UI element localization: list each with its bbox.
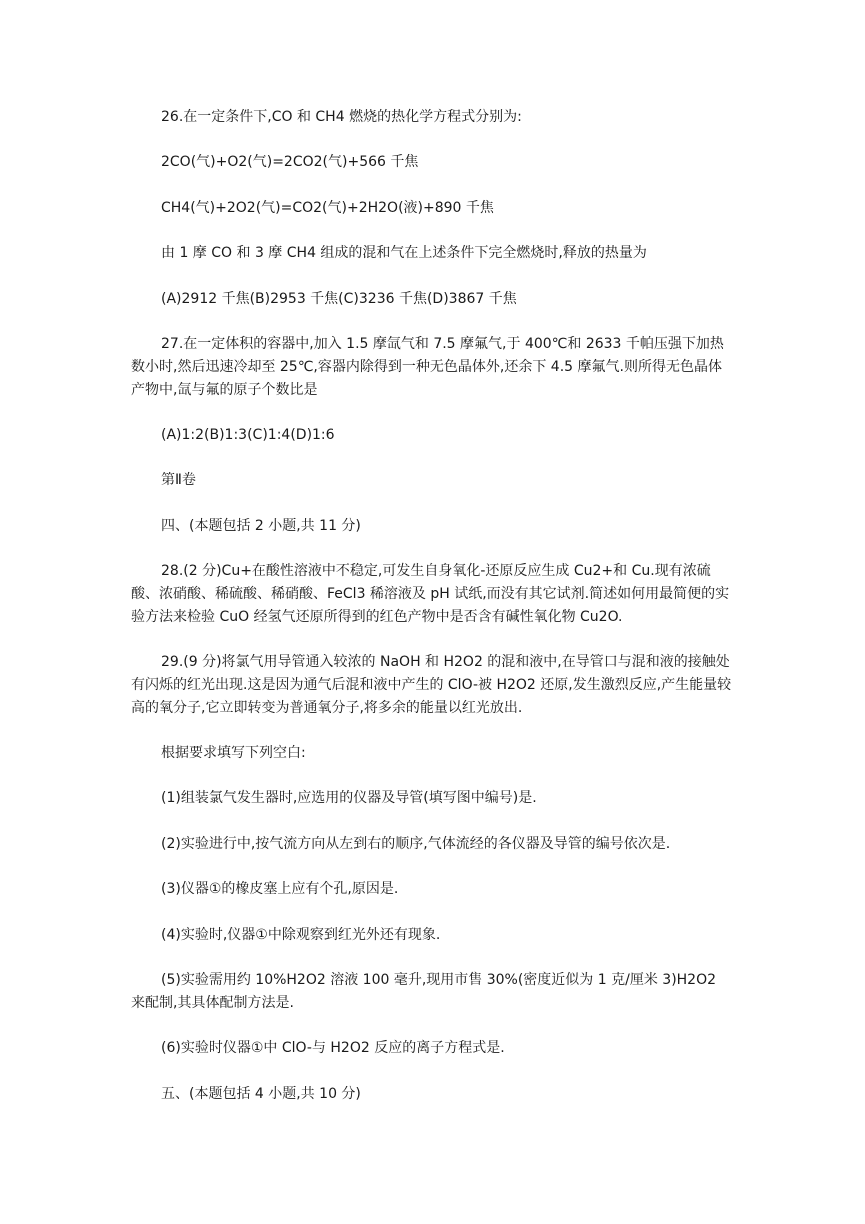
sub-question-6: (6)实验时仪器①中 ClO-与 H2O2 反应的离子方程式是. bbox=[161, 1040, 505, 1056]
question-27-stem: 27.在一定体积的容器中,加入 1.5 摩氙气和 7.5 摩氟气,于 400℃和 2633 千帕压强下加热数小时,然后迅速冷却至 25℃,容器内除得到一种无色晶体外,还余下 4.5 摩氟气.则所得无色晶体产物中,氙与氟的原子个数比是 bbox=[131, 336, 724, 398]
sub-question-3: (3)仪器①的橡皮塞上应有个孔,原因是. bbox=[161, 881, 399, 897]
equation-ch4-combustion: CH4(气)+2O2(气)=CO2(气)+2H2O(液)+890 千焦 bbox=[161, 200, 494, 216]
question-28-text: 28.(2 分)Cu+在酸性溶液中不稳定,可发生自身氧化-还原反应生成 Cu2+和 Cu.现有浓硫酸、浓硝酸、稀硫酸、稀硝酸、FeCl3 稀溶液及 pH 试纸,而没有其它试剂.简述如何用最简便的实验方法来检验 CuO 经氢气还原所得到的红色产物中是否含有碱性氧化物 Cu2O. bbox=[131, 563, 730, 625]
question-29-text: 29.(9 分)将氯气用导管通入较浓的 NaOH 和 H2O2 的混和液中,在导管口与混和液的接触处有闪烁的红光出现.这是因为通气后混和液中产生的 ClO-被 H2O2 还原,发生激烈反应,产生能量较高的氧分子,它立即转变为普通氧分子,将多余的能量以红光放出. bbox=[131, 654, 732, 716]
fill-in-instructions: 根据要求填写下列空白: bbox=[161, 745, 306, 761]
equation-co-combustion: 2CO(气)+O2(气)=2CO2(气)+566 千焦 bbox=[161, 154, 419, 170]
question-27-options: (A)1:2(B)1:3(C)1:4(D)1:6 bbox=[161, 427, 335, 443]
sub-question-4: (4)实验时,仪器①中除观察到红光外还有现象. bbox=[161, 927, 441, 943]
question-26-stem: 26.在一定条件下,CO 和 CH4 燃烧的热化学方程式分别为: bbox=[161, 109, 522, 125]
question-26-prompt: 由 1 摩 CO 和 3 摩 CH4 组成的混和气在上述条件下完全燃烧时,释放的热量为 bbox=[161, 245, 647, 261]
section-5-heading: 五、(本题包括 4 小题,共 10 分) bbox=[161, 1086, 361, 1102]
section-4-heading: 四、(本题包括 2 小题,共 11 分) bbox=[161, 518, 361, 534]
section-volume-2-heading: 第Ⅱ卷 bbox=[161, 472, 196, 488]
sub-question-5: (5)实验需用约 10%H2O2 溶液 100 毫升,现用市售 30%(密度近似为 1 克/厘米 3)H2O2 来配制,其具体配制方法是. bbox=[131, 972, 717, 1011]
sub-question-1: (1)组装氯气发生器时,应选用的仪器及导管(填写图中编号)是. bbox=[161, 790, 537, 806]
question-26-options: (A)2912 千焦(B)2953 千焦(C)3236 千焦(D)3867 千焦 bbox=[161, 291, 517, 307]
sub-question-2: (2)实验进行中,按气流方向从左到右的顺序,气体流经的各仪器及导管的编号依次是. bbox=[161, 836, 671, 852]
